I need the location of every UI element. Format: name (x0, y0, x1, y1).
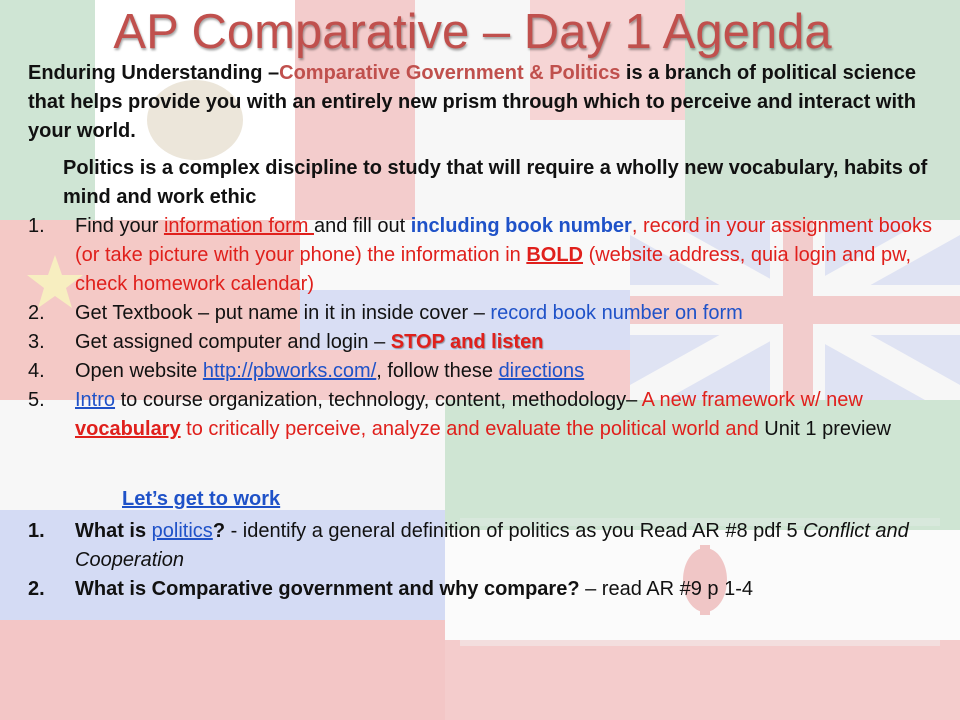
item-text: , follow these (376, 360, 499, 382)
intro-link[interactable]: Intro (75, 389, 116, 411)
question-text: ? (212, 520, 226, 542)
stop-and-listen: STOP and listen (390, 331, 544, 353)
politics-statement: Politics is a complex discipline to study that will require a wholly new vocabulary, habits of mind and work ethic (63, 157, 928, 208)
agenda-item-2 (28, 299, 943, 328)
item-number: 2. (28, 302, 45, 324)
item-number: 4. (28, 360, 45, 382)
question-number: 1. (28, 520, 45, 542)
item-text-red: to critically perceive, analyze and evaluate the political world and (180, 418, 765, 440)
question-text: What is Comparative government and why compare? (75, 578, 580, 600)
question-detail: – read AR #9 p 1-4 (579, 578, 754, 600)
politics-link[interactable]: politics (151, 520, 213, 542)
vocabulary-text: vocabulary (75, 418, 181, 440)
agenda-item-5 (28, 386, 943, 444)
slide-title: AP Comparative – Day 1 Agenda (113, 5, 832, 59)
question-number: 2. (28, 578, 45, 600)
item-text: Get assigned computer and login – (75, 331, 391, 353)
question-item-1 (28, 517, 943, 575)
item-text: to course organization, technology, content, methodology– (115, 389, 642, 411)
question-detail: - identify a general definition of politics as you Read AR #8 pdf 5 (225, 520, 804, 542)
question-list (28, 517, 943, 604)
item-text-red: (website address, quia login and pw, check homework calendar) (75, 244, 911, 295)
question-detail-italic: Conflict and Cooperation (75, 520, 909, 571)
item-text-bold-blue: including book number (410, 215, 632, 237)
directions-link[interactable]: directions (498, 360, 585, 382)
agenda-item-1 (28, 212, 943, 299)
agenda-item-3 (28, 328, 943, 357)
lets-get-to-work-link[interactable]: Let’s get to work (122, 488, 281, 510)
enduring-rest: is a branch of political science that helps provide you with an entirely new prism through which to perceive and interact with your world. (28, 62, 916, 142)
item-text-red: , record in your assignment books (or take picture with your phone) the information in (75, 215, 932, 266)
question-item-2 (28, 575, 943, 604)
information-form-link[interactable]: information form (163, 215, 314, 237)
item-number: 3. (28, 331, 45, 353)
item-text: Unit 1 preview (764, 418, 891, 440)
agenda-list (28, 212, 943, 444)
enduring-understanding (28, 59, 928, 146)
pbworks-link[interactable]: http://pbworks.com/ (202, 360, 377, 382)
item-text: and fill out (314, 215, 411, 237)
enduring-lead: Enduring Understanding – (28, 62, 280, 84)
agenda-item-4 (28, 357, 943, 386)
item-text-red: A new framework w/ new (641, 389, 863, 411)
item-text-bold-red: BOLD (526, 244, 584, 266)
question-text: What is (75, 520, 152, 542)
item-number: 1. (28, 215, 45, 237)
item-text-blue: record book number on form (490, 302, 743, 324)
item-text: Find your (75, 215, 164, 237)
item-text: Open website (75, 360, 203, 382)
item-number: 5. (28, 389, 45, 411)
item-text: Get Textbook – put name in it in inside cover – (75, 302, 491, 324)
enduring-highlight: Comparative Government & Politics (279, 62, 621, 84)
